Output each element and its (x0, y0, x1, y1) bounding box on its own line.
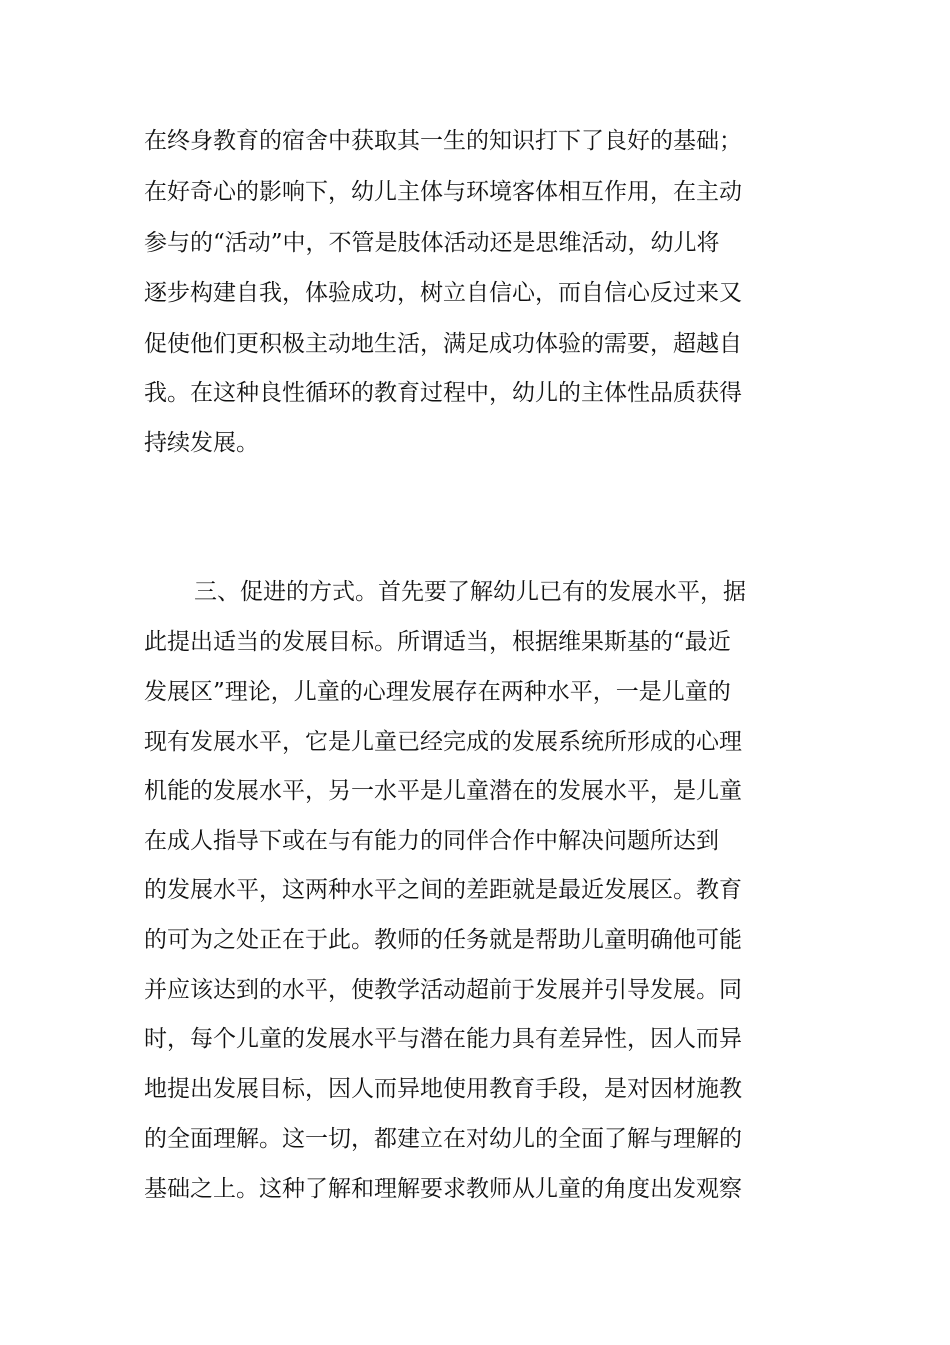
text-line: 在好奇心的影响下，幼儿主体与环境客体相互作用，在主动 (144, 179, 742, 205)
text-line: 机能的发展水平，另一水平是儿童潜在的发展水平，是儿童 (144, 778, 742, 804)
text-line: 在终身教育的宿舍中获取其一生的知识打下了良好的基础； (144, 128, 742, 154)
text-line: 我。在这种良性循环的教育过程中，幼儿的主体性品质获得 (144, 380, 742, 406)
text-line: 的发展水平，这两种水平之间的差距就是最近发展区。教育 (144, 877, 742, 903)
text-line: 发展区”理论，儿童的心理发展存在两种水平，一是儿童的 (144, 679, 731, 705)
text-line: 地提出发展目标，因人而异地使用教育手段，是对因材施教 (144, 1076, 742, 1102)
text-line: 促使他们更积极主动地生活，满足成功体验的需要，超越自 (144, 331, 742, 357)
text-line: 基础之上。这种了解和理解要求教师从儿童的角度出发观察 (144, 1176, 742, 1202)
text-line: 三、促进的方式。首先要了解幼儿已有的发展水平，据 (194, 579, 746, 605)
text-line: 参与的“活动”中，不管是肢体活动还是思维活动，幼儿将 (144, 230, 720, 256)
text-line: 持续发展。 (144, 430, 259, 456)
text-line: 的全面理解。这一切，都建立在对幼儿的全面了解与理解的 (144, 1126, 742, 1152)
text-line: 在成人指导下或在与有能力的同伴合作中解决问题所达到 (144, 828, 719, 854)
text-line: 并应该达到的水平，使教学活动超前于发展并引导发展。同 (144, 977, 742, 1003)
text-line: 时，每个儿童的发展水平与潜在能力具有差异性，因人而异 (144, 1026, 742, 1052)
text-line: 现有发展水平，它是儿童已经完成的发展系统所形成的心理 (144, 729, 742, 755)
text-line: 逐步构建自我，体验成功，树立自信心，而自信心反过来又 (144, 280, 742, 306)
text-line: 此提出适当的发展目标。所谓适当，根据维果斯基的“最近 (144, 629, 731, 655)
text-line: 的可为之处正在于此。教师的任务就是帮助儿童明确他可能 (144, 927, 742, 953)
